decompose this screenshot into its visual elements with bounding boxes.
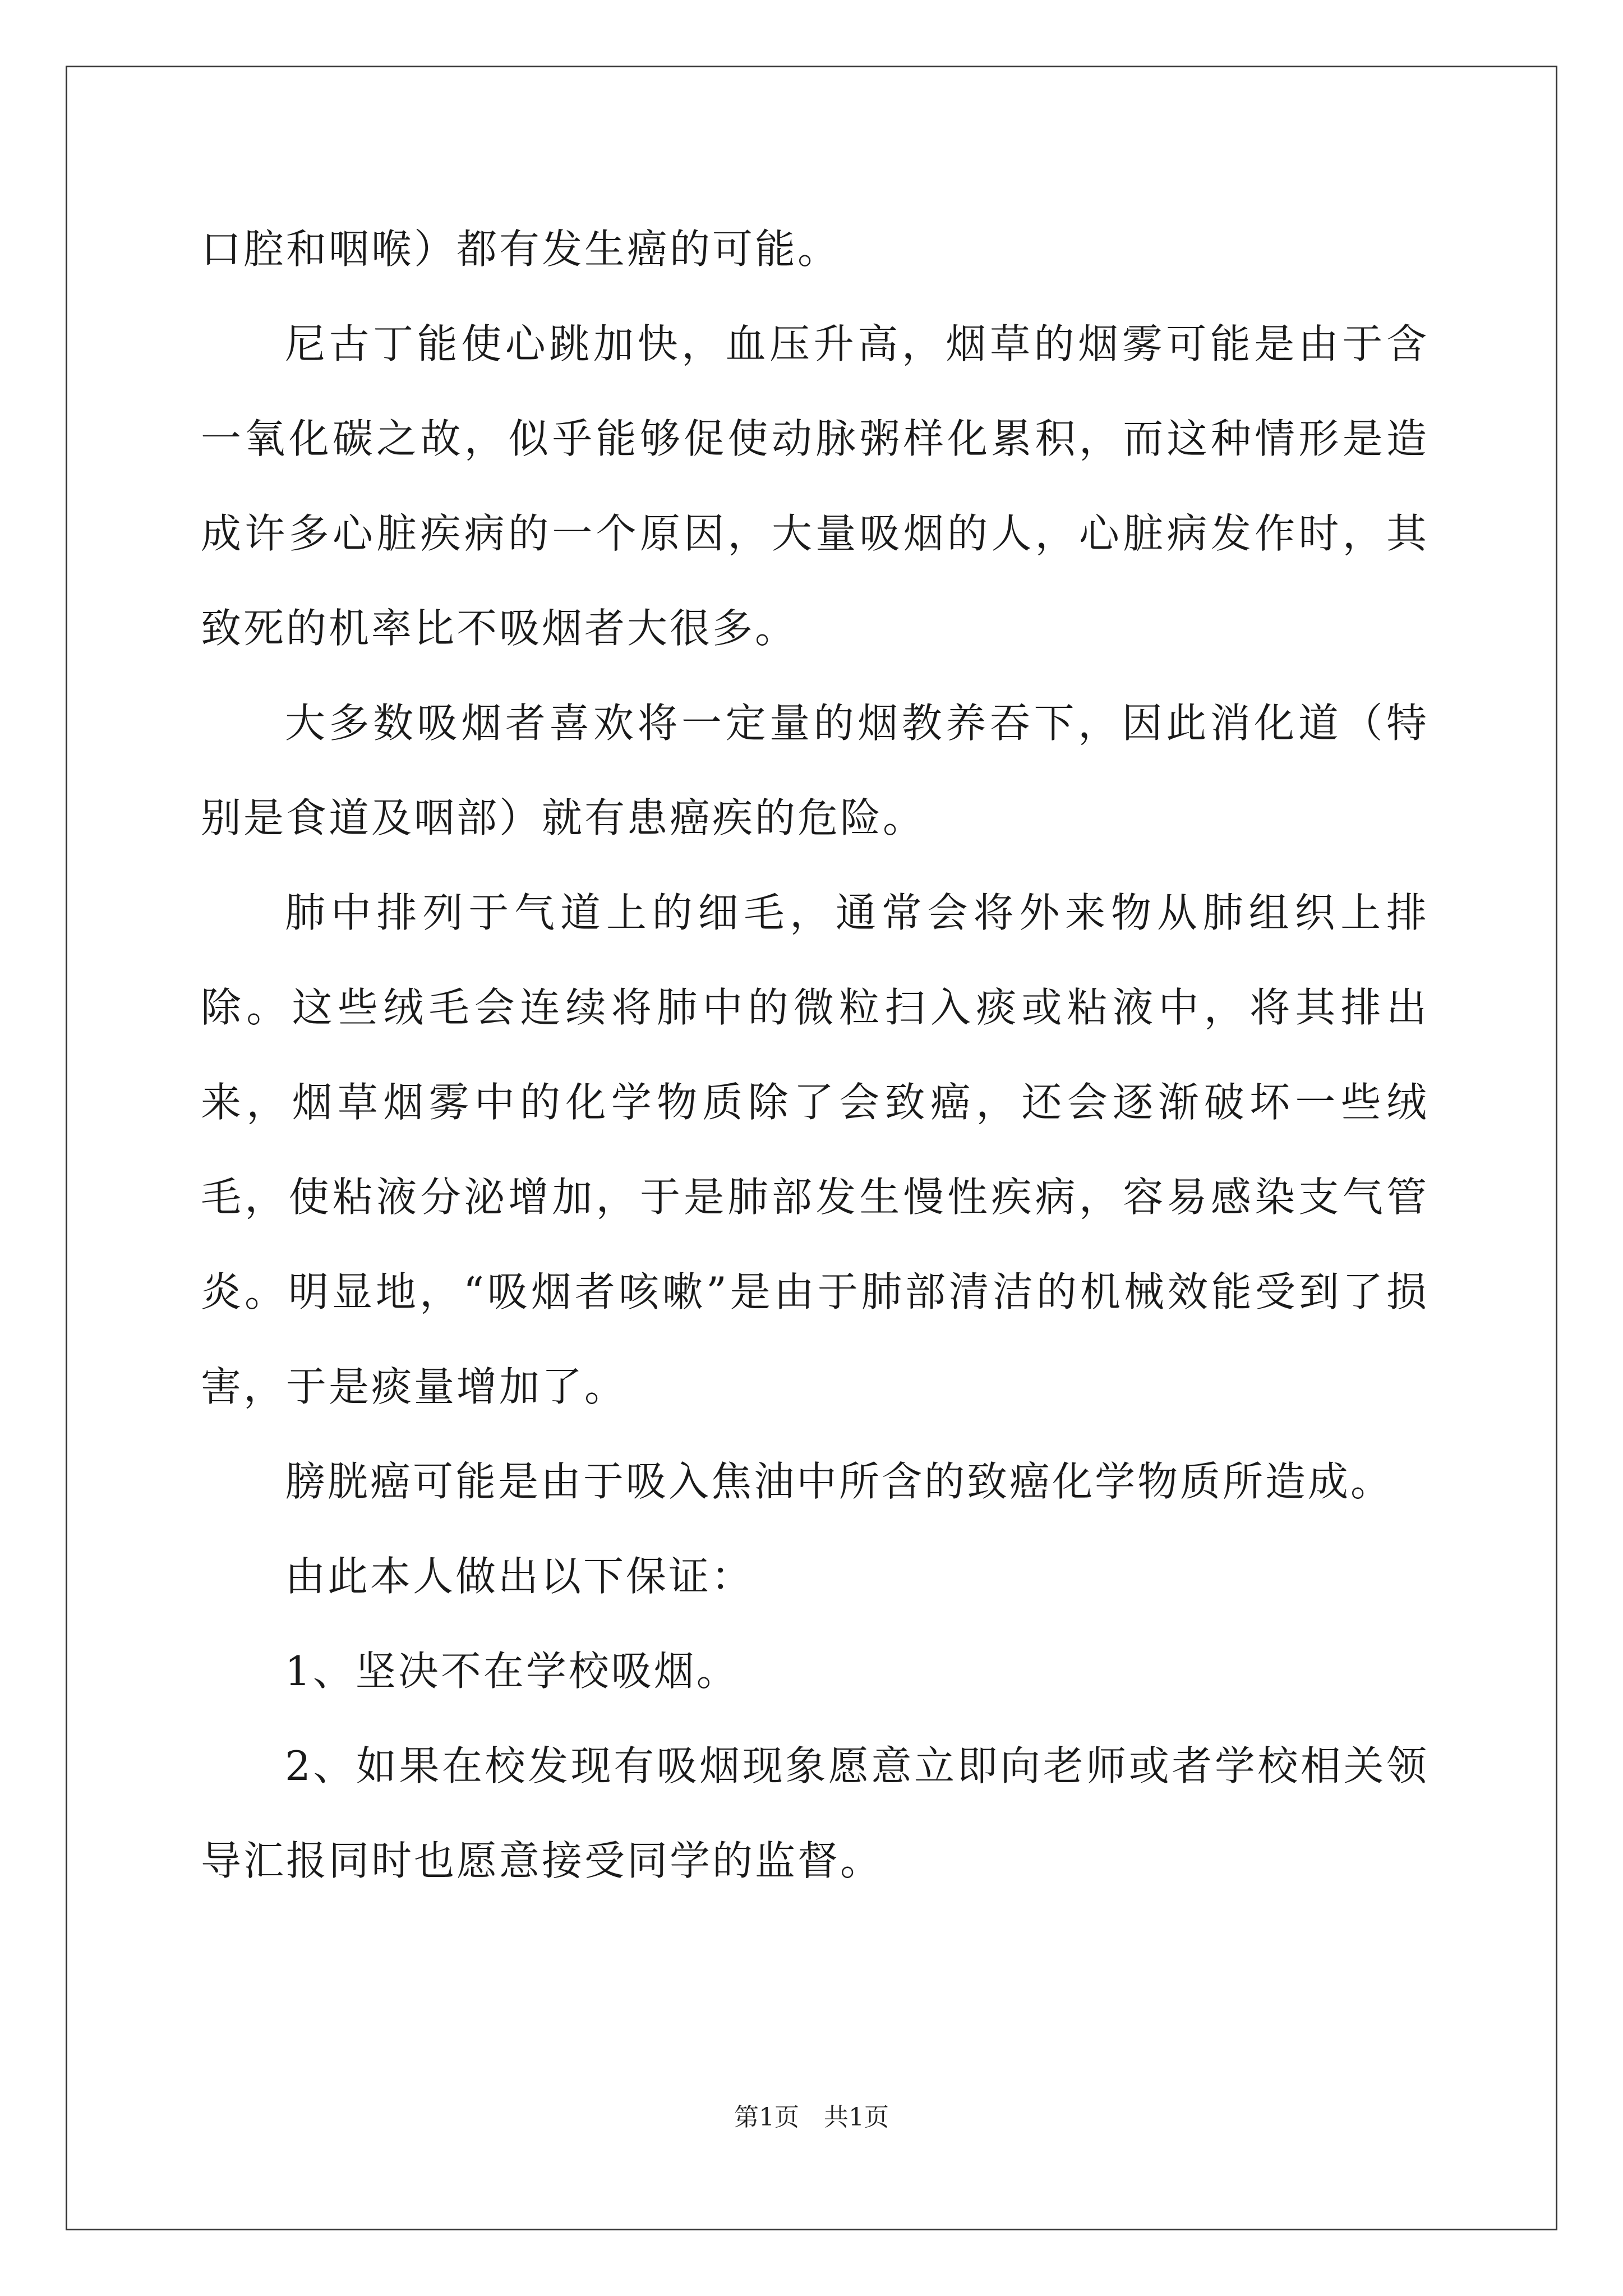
page-number-current: 第1页 bbox=[734, 2103, 799, 2132]
paragraph: 尼古丁能使心跳加快，血压升高，烟草的烟雾可能是由于含一氧化碳之故，似乎能够促使动脉粥样化累积，而这种情形是造成许多心脏疾病的一个原因，大量吸烟的人，心脏病发作时，其致死的机率比不吸烟者大很多。 bbox=[201, 320, 1429, 652]
paragraph: 膀胱癌可能是由于吸入焦油中所含的致癌化学物质所造成。 bbox=[285, 1458, 1394, 1505]
paragraph: 大多数吸烟者喜欢将一定量的烟教养吞下，因此消化道（特别是食道及咽部）就有患癌疾的危险。 bbox=[201, 700, 1429, 841]
list-item: 2、如果在校发现有吸烟现象愿意立即向老师或者学校相关领导汇报同时也愿意接受同学的监督。 bbox=[201, 1742, 1429, 1884]
document-body bbox=[201, 202, 1429, 1908]
page-number-total: 共1页 bbox=[824, 2103, 889, 2132]
paragraph: 肺中排列于气道上的细毛，通常会将外来物从肺组织上排除。这些绒毛会连续将肺中的微粒扫入痰或粘液中，将其排出来，烟草烟雾中的化学物质除了会致癌，还会逐渐破坏一些绒毛，使粘液分泌增加，于是肺部发生慢性疾病，容易感染支气管炎。明显地，“吸烟者咳嗽”是由于肺部清洁的机械效能受到了损害，于是痰量增加了。 bbox=[201, 889, 1429, 1410]
paragraph: 口腔和咽喉）都有发生癌的可能。 bbox=[201, 226, 841, 273]
list-item: 1、坚决不在学校吸烟。 bbox=[285, 1648, 739, 1695]
page-footer bbox=[0, 2101, 1623, 2134]
paragraph: 由此本人做出以下保证： bbox=[285, 1553, 754, 1600]
